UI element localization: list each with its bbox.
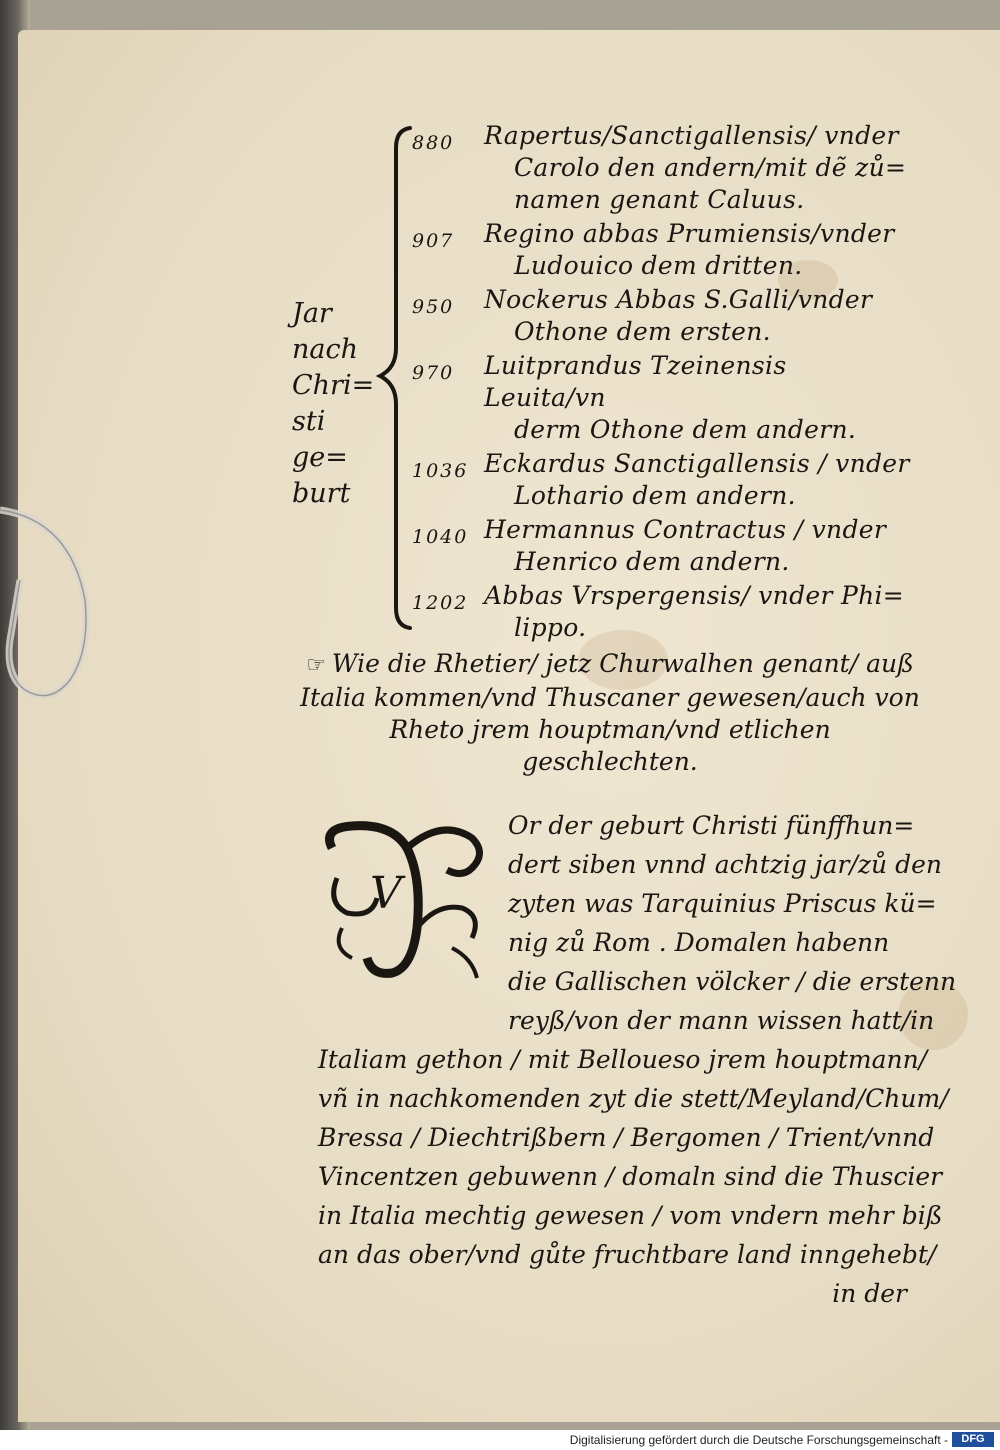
entry-line: Ludouico dem dritten. [514,251,803,280]
entry-line: Nockerus Abbas S.Galli/vnder [484,285,873,314]
chronicle-entry [412,120,912,216]
chronicle-entry [412,448,912,512]
body-line: Italiam gethon / mit Belloueso jrem houptmann/ [318,1045,928,1074]
entry-line: Lothario dem andern. [514,481,796,510]
body-line: Or der geburt Christi fünffhun= [508,811,915,840]
entry-line: Othone dem ersten. [514,317,771,346]
entry-line: Hermannus Contractus / vnder [484,515,887,544]
body-line: zyten was Tarquinius Priscus kü= [508,889,937,918]
heading-line: Italia kommen/vnd Thuscaner gewesen/auch von [300,683,920,712]
entry-year: 970 [412,362,455,384]
body-paragraph [318,806,957,1313]
heading-text: Wie die Rhetier/ jetz Churwalhen genant/ auß [331,649,914,678]
marginal-label-line: burt [292,478,351,509]
entry-line: lippo. [514,613,587,642]
heading-line: geschlechten. [522,747,698,776]
chronicle-list [412,120,912,646]
paper-clip [0,490,95,720]
section-heading [300,648,920,778]
marginal-label-line: nach [292,334,358,365]
body-line: dert siben vnnd achtzig jar/zů den [508,850,943,879]
marginal-label-line: Chri= [292,370,375,401]
marginal-label [292,296,374,512]
body-line: nig zů Rom . Domalen habenn [508,928,890,957]
chronicle-entry [412,514,912,578]
chronicle-entry [412,580,912,644]
entry-year: 907 [412,230,455,252]
entry-line: Henrico dem andern. [514,547,790,576]
body-line: reyß/von der mann wissen hatt/in [508,1006,935,1035]
marginal-label-line: sti ge= [292,406,348,473]
heading-line [300,648,920,682]
entry-line: Regino abbas Prumiensis/vnder [484,219,895,248]
body-line: vñ in nachkomenden zyt die stett/Meyland/Chum/ [318,1084,949,1113]
entry-line: Eckardus Sanctigallensis / vnder [484,449,910,478]
body-line: die Gallischen völcker / die erstenn [508,967,957,996]
dfg-logo-icon: DFG [952,1432,994,1447]
chronicle-entry [412,284,912,348]
heading-line: Rheto jrem houptman/vnd etlichen [389,715,831,744]
entry-line: Luitprandus Tzeinensis Leuita/vn [484,351,787,412]
entry-line: namen genant Caluus. [514,185,805,214]
digitization-footer [0,1430,1000,1450]
catchword: in der [832,1279,907,1308]
body-line: Bressa / Diechtrißbern / Bergomen / Trient/vnnd [318,1123,935,1152]
entry-line: Abbas Vrspergensis/ vnder Phi= [484,581,905,610]
body-line: in Italia mechtig gewesen / vom vndern mehr biß [318,1201,943,1230]
pointing-hand-icon: ☞ [306,653,326,678]
body-line: Vincentzen gebuwenn / domaln sind die Thuscier [318,1162,943,1191]
entry-year: 880 [412,132,455,154]
marginal-label-line: Jar [292,298,332,329]
body-line: an das ober/vnd gůte fruchtbare land inngehebt/ [318,1240,937,1269]
entry-year: 1036 [412,460,469,482]
chronicle-entry [412,350,912,446]
entry-year: 950 [412,296,455,318]
entry-line: derm Othone dem andern. [514,415,857,444]
chronicle-entry [412,218,912,282]
entry-year: 1202 [412,592,469,614]
entry-year: 1040 [412,526,469,548]
footer-credit: Digitalisierung gefördert durch die Deutsche Forschungsgemeinschaft - [569,1433,948,1447]
initial-letter: V [370,868,402,919]
entry-line: Rapertus/Sanctigallensis/ vnder [484,121,899,150]
entry-line: Carolo den andern/mit dẽ zů= [514,153,907,182]
